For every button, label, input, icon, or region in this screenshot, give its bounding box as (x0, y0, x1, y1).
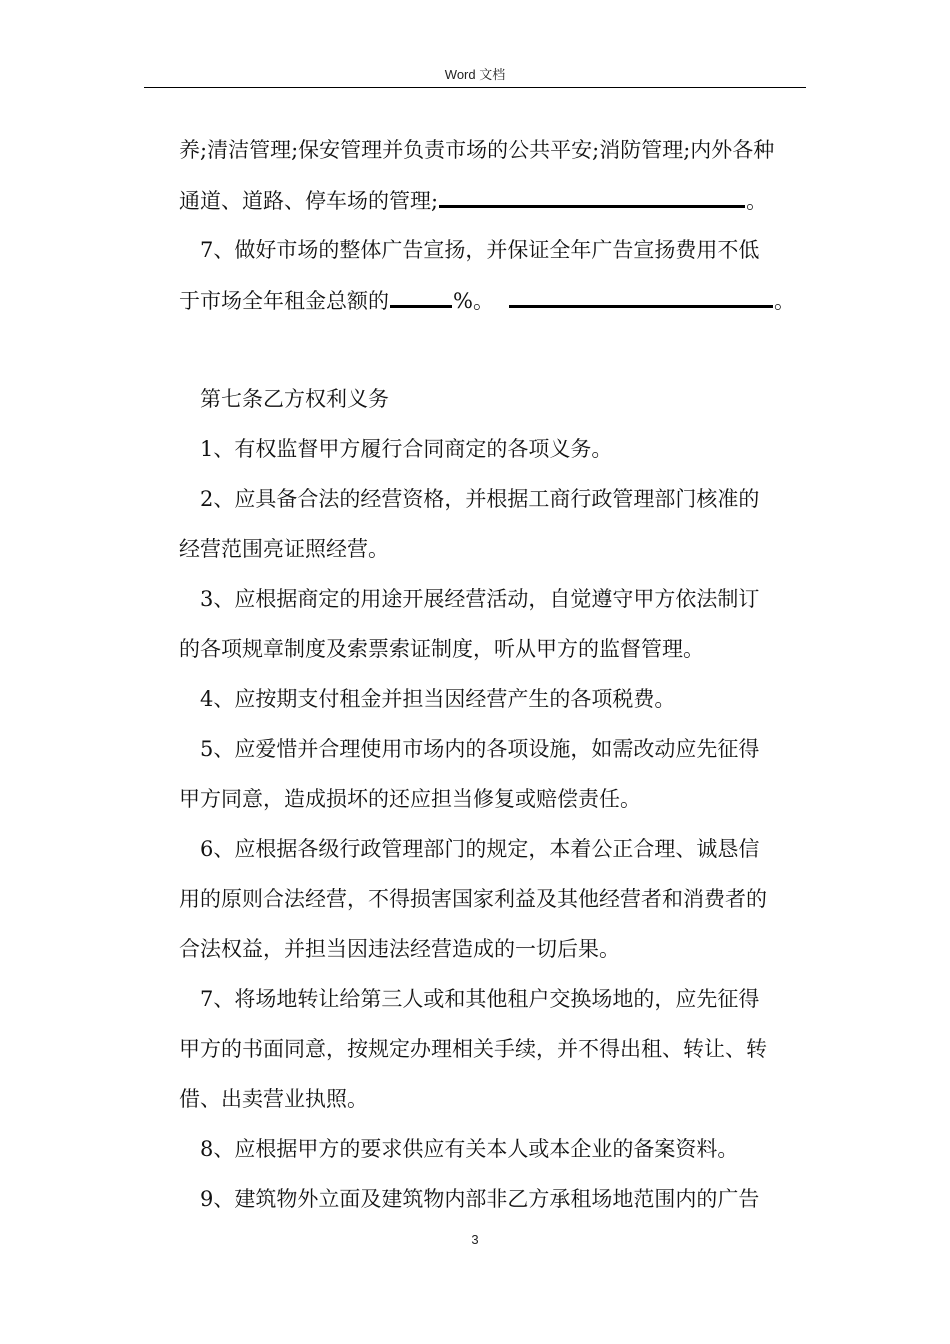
page-header: Word 文档 (444, 67, 506, 82)
text-line: 6、应根据各级行政管理部门的规定，本着公正合理、诚恳信 (200, 837, 760, 861)
fill-in-blank[interactable] (509, 291, 773, 308)
text-segment: %。 (453, 289, 494, 313)
text-line: 3、应根据商定的用途开展经营活动，自觉遵守甲方依法制订 (200, 587, 760, 611)
text-line: 8、应根据甲方的要求供应有关本人或本企业的备案资料。 (200, 1137, 739, 1161)
text-line: 经营范围亮证照经营。 (179, 537, 389, 561)
text-line: 甲方同意，造成损坏的还应担当修复或赔偿责任。 (179, 787, 641, 811)
text-line: 9、建筑物外立面及建筑物内部非乙方承租场地范围内的广告 (200, 1187, 760, 1211)
text-line: 4、应按期支付租金并担当因经营产生的各项税费。 (200, 687, 676, 711)
text-line: 5、应爱惜并合理使用市场内的各项设施，如需改动应先征得 (200, 737, 760, 761)
text-line: 甲方的书面同意，按规定办理相关手续，并不得出租、转让、转 (179, 1037, 767, 1061)
section-heading: 第七条乙方权利义务 (200, 387, 389, 411)
header-divider (144, 87, 806, 88)
text-line: 1、有权监督甲方履行合同商定的各项义务。 (200, 437, 613, 461)
text-segment: 。 (773, 289, 795, 313)
text-line-with-blank (179, 189, 767, 213)
text-line: 养;清洁管理;保安管理并负责市场的公共平安;消防管理;内外各种 (179, 138, 775, 162)
text-line-with-blank (179, 289, 795, 313)
text-segment: 于市场全年租金总额的 (179, 289, 389, 313)
fill-in-blank[interactable] (439, 191, 745, 208)
text-line: 的各项规章制度及索票索证制度，听从甲方的监督管理。 (179, 637, 704, 661)
text-line: 合法权益，并担当因违法经营造成的一切后果。 (179, 937, 620, 961)
text-line: 7、做好市场的整体广告宣扬，并保证全年广告宣扬费用不低 (200, 238, 760, 262)
text-segment: 。 (746, 189, 768, 213)
percent-blank[interactable] (390, 291, 452, 308)
text-line: 7、将场地转让给第三人或和其他租户交换场地的，应先征得 (200, 987, 760, 1011)
text-segment: 通道、道路、停车场的管理; (179, 189, 439, 213)
page-number: 3 (471, 1232, 479, 1247)
text-line: 2、应具备合法的经营资格，并根据工商行政管理部门核准的 (200, 487, 760, 511)
text-line: 借、出卖营业执照。 (179, 1087, 368, 1111)
text-line: 用的原则合法经营，不得损害国家利益及其他经营者和消费者的 (179, 887, 767, 911)
